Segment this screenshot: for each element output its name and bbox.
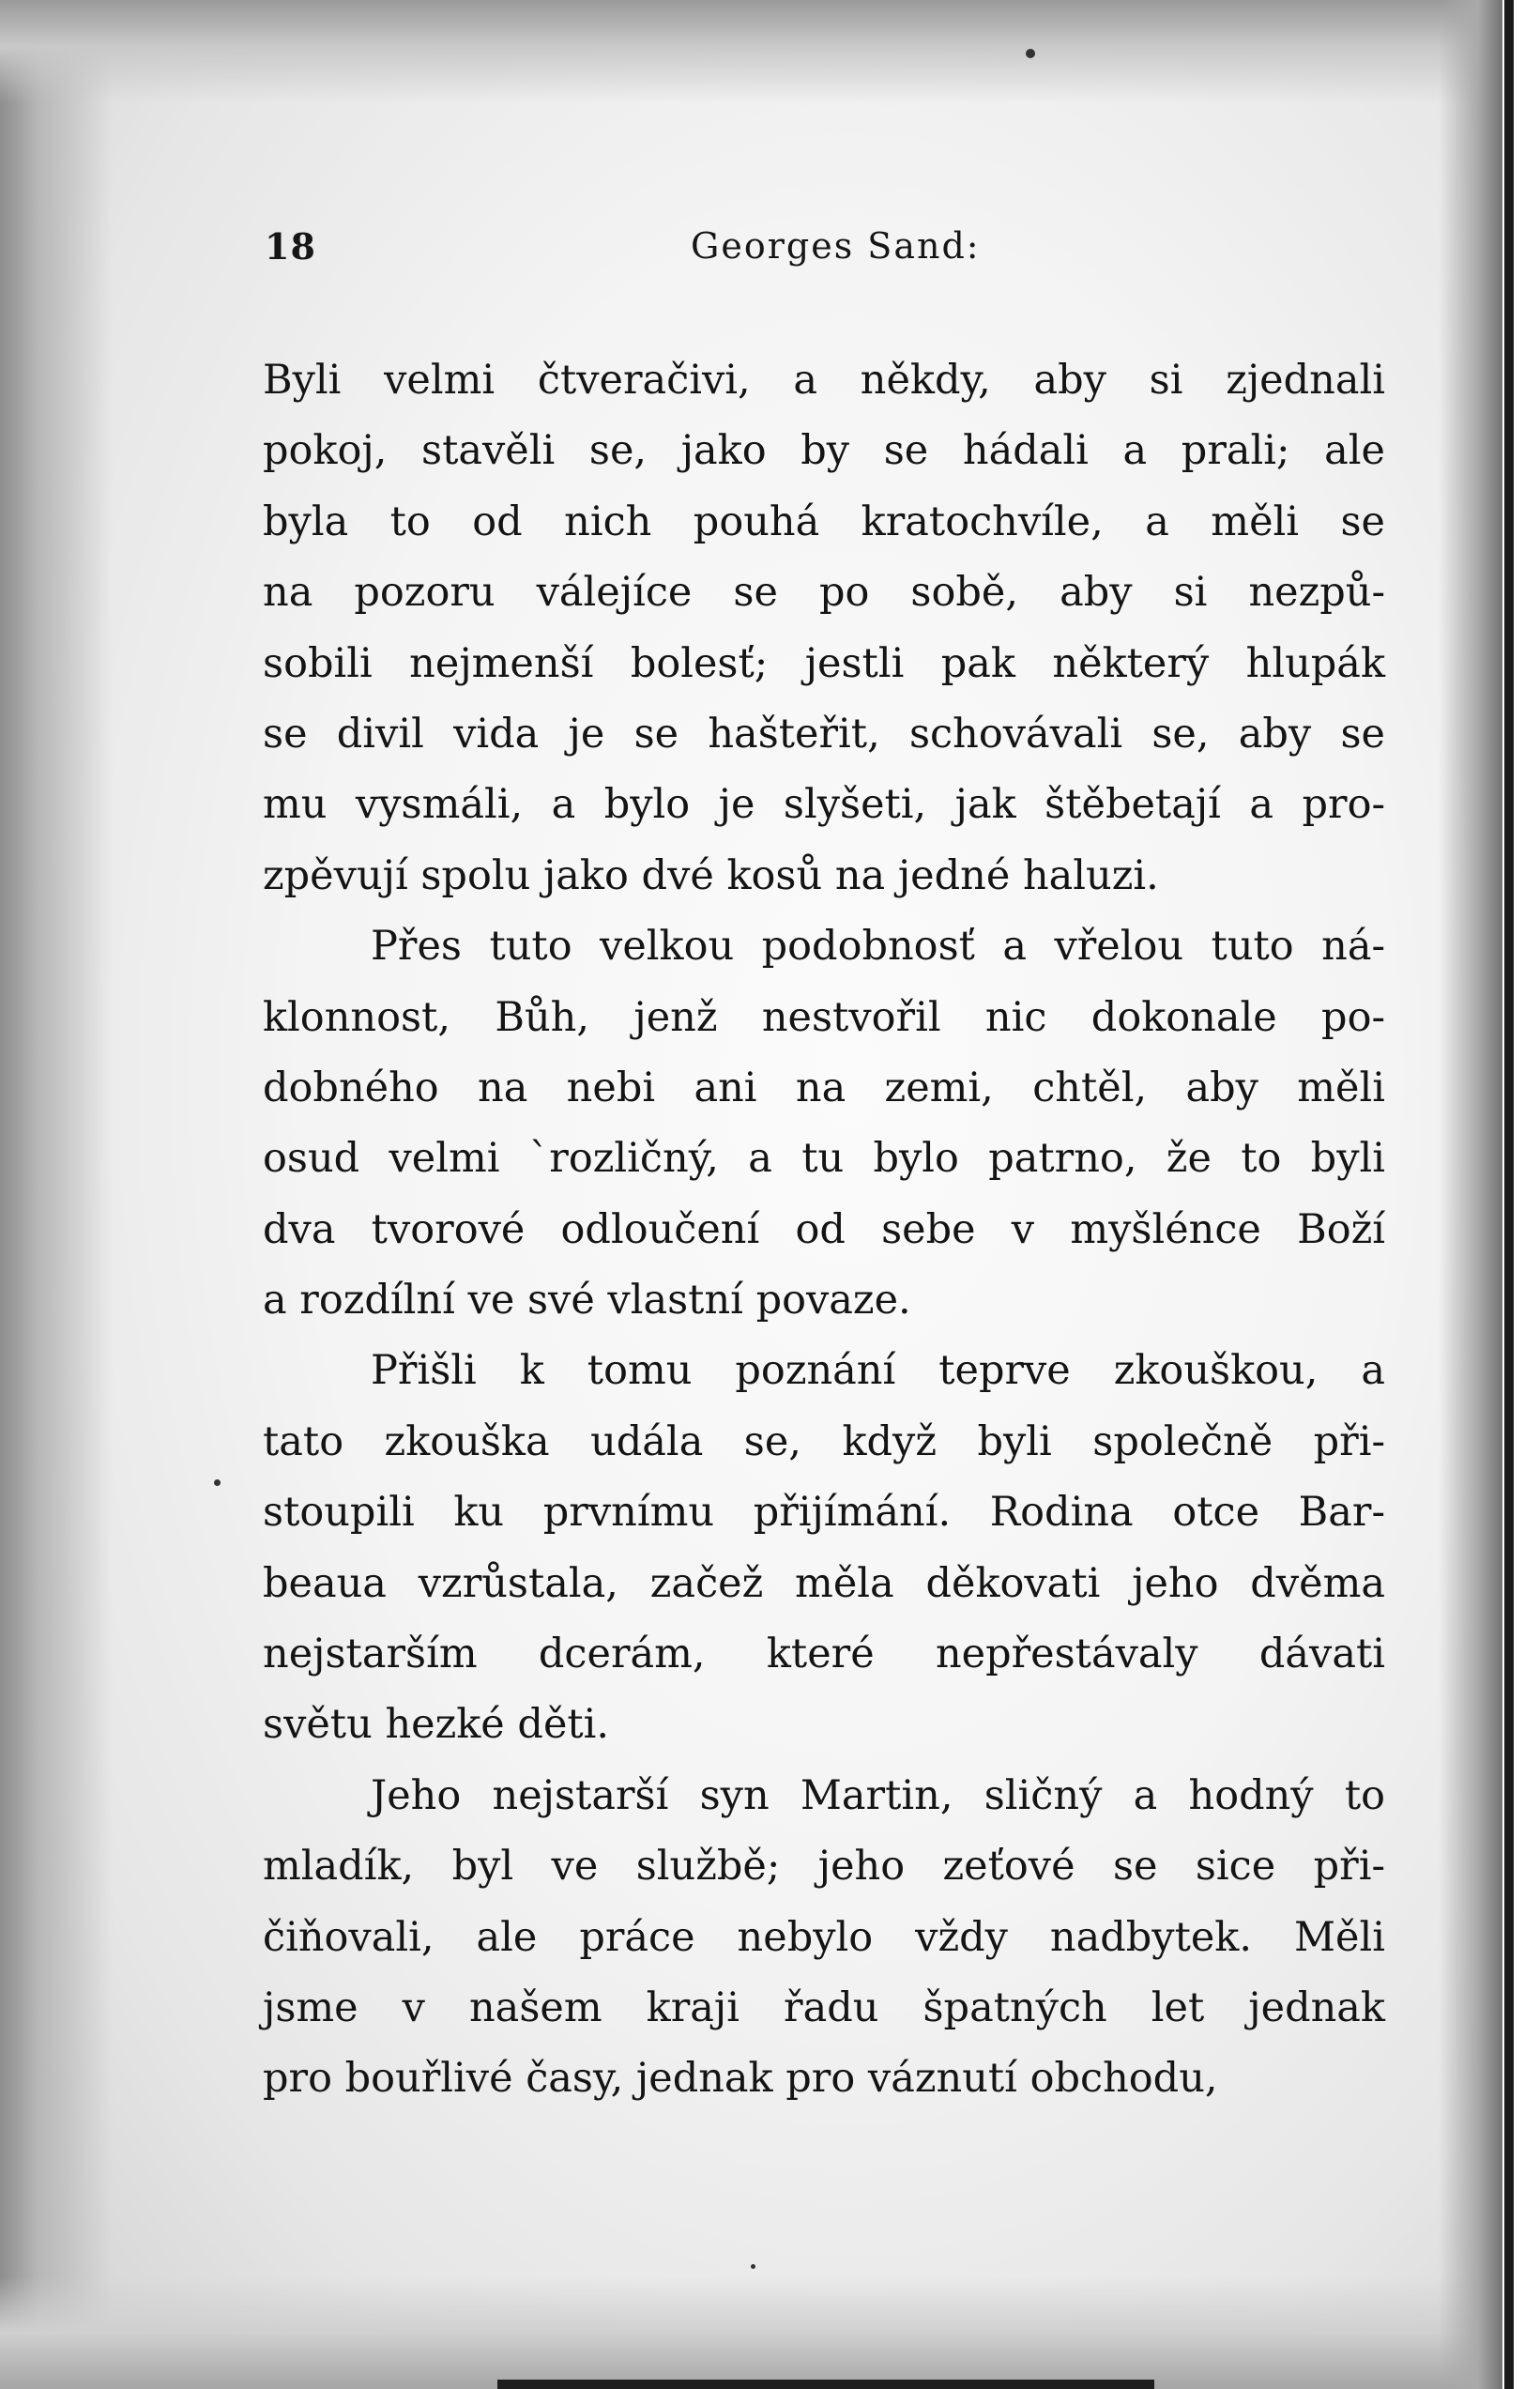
- paragraph: [263, 911, 1385, 1336]
- text-line: Přes tuto velkou podobnosť a vřelou tuto ná-: [371, 923, 1385, 971]
- text-line: a rozdílní ve své vlastní povaze.: [263, 1277, 911, 1325]
- text-line: čiňovali, ale práce nebylo vždy nadbytek. Měli: [263, 1913, 1385, 1961]
- scan-shadow-left: [0, 0, 113, 2389]
- dust-speck: [214, 1479, 221, 1486]
- text-line: stoupili ku prvnímu přijímání. Rodina otce Bar-: [263, 1489, 1385, 1537]
- text-line: mladík, byl ve službě; jeho zeťové se sice při-: [263, 1843, 1385, 1891]
- text-line: tato zkouška udála se, když byli společně při-: [263, 1417, 1385, 1465]
- text-line: Jeho nejstarší syn Martin, sličný a hodný to: [371, 1771, 1385, 1819]
- text-line: klonnost, Bůh, jenž nestvořil nic dokonale po-: [263, 993, 1385, 1041]
- dust-speck: [1026, 49, 1035, 58]
- text-line: dobného na nebi ani na zemi, chtěl, aby měli: [263, 1064, 1385, 1111]
- dust-speck: [751, 2264, 755, 2269]
- page-edge-line: [1504, 0, 1514, 2389]
- text-line: pro bouřlivé časy, jednak pro váznutí obchodu,: [263, 2055, 1218, 2103]
- text-line: beaua vzrůstala, začež měla děkovati jeho dvěma: [263, 1559, 1385, 1607]
- text-line: dva tvorové odloučení od sebe v myšlénce Boží: [263, 1205, 1385, 1253]
- text-line: Byli velmi čtveračivi, a někdy, aby si zjednali: [263, 357, 1385, 404]
- scan-shadow-right: [1439, 0, 1504, 2389]
- running-head: Georges Sand:: [691, 225, 981, 267]
- text-line: mu vysmáli, a bylo je slyšeti, jak štěbetají a pro-: [263, 781, 1385, 829]
- text-line: sobili nejmenší bolesť; jestli pak některý hlupák: [263, 639, 1385, 687]
- text-line: se divil vida je se hašteřit, schovávali se, aby se: [263, 710, 1385, 758]
- text-line: osud velmi `rozličný, a tu bylo patrno, že to byli: [263, 1135, 1385, 1183]
- page-number: 18: [265, 225, 316, 268]
- text-line: Přišli k tomu poznání teprve zkouškou, a: [371, 1347, 1385, 1395]
- scan-shadow-top: [0, 0, 1540, 103]
- text-line: světu hezké děti.: [263, 1701, 610, 1749]
- paragraph: [263, 1761, 1385, 2115]
- paragraph: [263, 1336, 1385, 1760]
- scan-shadow-bottom: [0, 2276, 1540, 2389]
- text-line: pokoj, stavěli se, jako by se hádali a prali; ale: [263, 427, 1385, 475]
- text-line: na pozoru válejíce se po sobě, aby si nezpů-: [263, 569, 1385, 617]
- page-header: [265, 225, 1391, 272]
- text-line: nejstarším dcerám, které nepřestávaly dávati: [263, 1631, 1385, 1678]
- text-line: jsme v našem kraji řadu špatných let jednak: [263, 1983, 1385, 2031]
- text-line: byla to od nich pouhá kratochvíle, a měli se: [263, 498, 1385, 545]
- text-line: zpěvují spolu jako dvé kosů na jedné haluzi.: [263, 851, 1159, 899]
- paragraph: [263, 345, 1385, 911]
- page-edge-bottom: [497, 2380, 1154, 2389]
- body-text: [263, 345, 1385, 2115]
